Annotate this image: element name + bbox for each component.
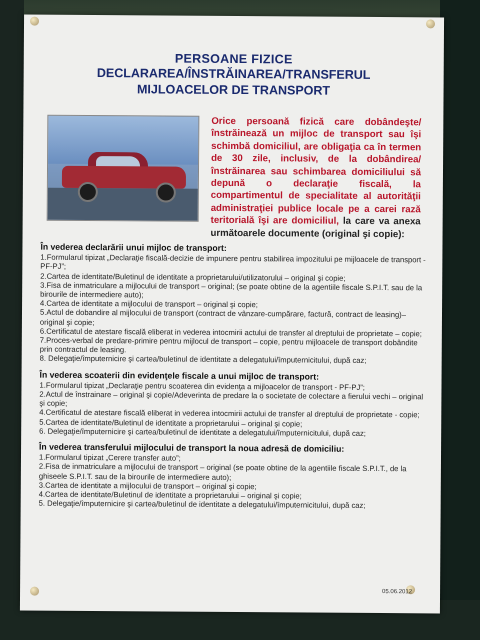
section-transfer: [39, 443, 429, 511]
list-item: 6. Delegaţie/împuternicire şi cartea/buletinul de identitate a delegatului/împuternicitului, după caz;: [39, 426, 366, 438]
notice-date: 05.06.2012: [382, 589, 413, 596]
list-item: 4.Cartea de identitate/Buletinul de identitate a proprietarului – original şi copie;: [38, 489, 302, 501]
list-item: 1.Formularul tipizat „Declaraţie pentru scoaterea din evidenţa a mijloacelor de transport - PF-PJ”;: [39, 380, 365, 392]
section-scoatere: [39, 370, 429, 438]
list-item: 6.Certificatul de atestare fiscală eliberat in vederea intocmirii actului de transfer al dreptului de proprietate – copie;: [39, 326, 422, 339]
list-item: 7.Proces-verbal de predare-primire pentru mijlocul de transport – copie, pentru mijloacele de transport dobândite prin contractul de leasing.: [39, 335, 418, 355]
section-declarare: [40, 243, 431, 366]
title-line-2: DECLARAREA/ÎNSTRĂINAREA/TRANSFERUL: [96, 66, 371, 82]
notice-title: [24, 51, 444, 100]
section-heading: În vederea declarării unui mijloc de transport:: [40, 241, 227, 253]
list-item: 5.Cartea de identitate/Buletinul de identitate a proprietarului – original şi copie;: [39, 417, 303, 429]
list-item: 2.Fisa de inmatriculare a mijlocului de transport – original (se poate obtine de la agentiile fiscale S.P.I.T., de la ghiseele S.P.I.T. sau de la birourile de intermediere auto);: [38, 462, 407, 482]
section-heading: În vederea scoaterii din evidenţele fiscale a unui mijloc de transport:: [39, 369, 319, 382]
list-item: 1.Formularul tipizat „Declaraţie fiscală-decizie de impunere pentru stabilirea impozitului pe mijloacele de transport - PF-PJ”;: [40, 252, 426, 272]
list-item: 5. Delegaţie/împuternicire şi cartea/buletinul de identitate a delegatului/împuternicitului, după caz;: [38, 498, 366, 511]
background-right: [440, 0, 480, 640]
pin-icon: [426, 19, 435, 28]
list-item: 2.Cartea de identitate/Buletinul de identitate a proprietarului/utilizatorului – original şi copie;: [40, 271, 346, 283]
list-item: 4.Cartea de identitate a mijlocului de transport – original şi copie;: [40, 298, 258, 310]
list-item: 4.Certificatul de atestare fiscală eliberat in vederea intocmirii actului de transfer al dreptului de proprietate - copie;: [39, 408, 420, 420]
section-heading: În vederea transferului mijlocului de transport la noua adresă de domiciliu:: [39, 441, 345, 454]
notice-paper: [20, 15, 444, 614]
wheel-icon: [156, 182, 176, 202]
wheel-icon: [78, 182, 98, 202]
pin-icon: [30, 17, 39, 26]
list-item: 8. Delegaţie/împuternicire şi cartea/buletinul de identitate a delegatului/împuternicitului, după caz;: [39, 354, 367, 366]
list-item: 3.Cartea de identitate a mijlocului de transport – original şi copie;: [38, 480, 257, 492]
pin-icon: [30, 587, 39, 596]
title-line-1: PERSOANE FIZICE: [174, 51, 293, 67]
intro-red-text: Orice persoană fizică care dobândeşte/înstrăinează un mijloc de transport sau îşi schimbă domiciliul, are obligaţia ca în termen de 30 zile, inclusiv, de la dobândirea/înstrăinarea sau schimbarea domiciliului să depună o declaraţie fiscală, la compartimentul de specialitate al autorităţii administraţiei publice locale pe a carei rază teritorială îşi are domiciliul,: [210, 115, 422, 227]
car-photo: [47, 115, 200, 222]
list-item: 2.Actul de înstrainare – original şi copie/Adeverinta de predare la o societate de colectare a fierului vechi – original şi copie;: [39, 389, 424, 409]
title-line-3: MIJLOACELOR DE TRANSPORT: [136, 82, 331, 98]
intro-black-text: la care va anexa următoarele documente (original şi copie):: [210, 216, 421, 240]
requirements-list: [39, 243, 431, 511]
list-item: 5.Actul de dobandire al mijlocului de transport (contract de vânzare-cumpărare, factură, contract de leasing)– original şi copie;: [39, 308, 406, 327]
intro-paragraph: [211, 116, 422, 242]
list-item: 3.Fisa de inmatriculare a mijlocului de transport – original; (se poate obtine de la agentiile fiscale S.P.I.T. sau de la birourile de intermediere auto);: [40, 280, 423, 300]
list-item: 1.Formularul tipizat „Cerere transfer auto”;: [38, 452, 181, 463]
